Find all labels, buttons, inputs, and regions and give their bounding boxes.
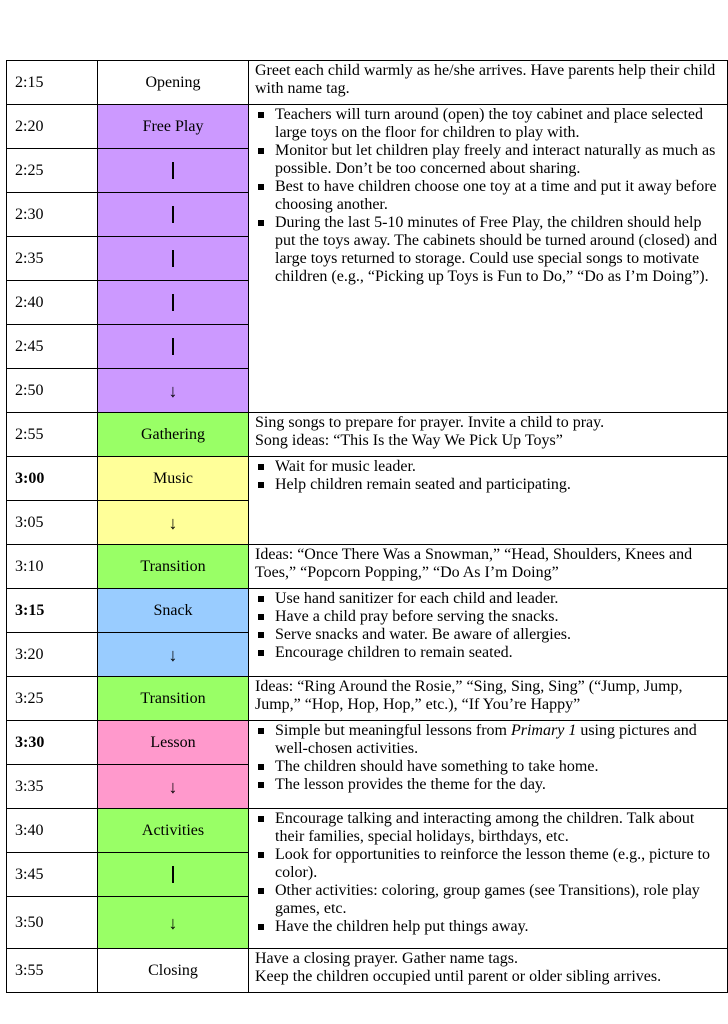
time-cell: 3:25 — [7, 677, 98, 721]
activity-cell: Transition — [98, 545, 249, 589]
activity-cell: Closing — [98, 949, 249, 993]
list-item: Serve snacks and water. Be aware of allergies. — [255, 626, 723, 644]
bullet-list — [255, 458, 723, 494]
activity-cell: Opening — [98, 61, 249, 105]
time-cell: 2:55 — [7, 413, 98, 457]
activity-cell: ↓ — [98, 765, 249, 809]
list-item: The children should have something to take home. — [255, 758, 723, 776]
list-item: During the last 5-10 minutes of Free Play, the children should help put the toys away. The cabinets should be turned around (closed) and large toys returned to storage. Could use special songs to motivate children (e.g., “Picking up Toys is Fun to Do,” “Do as I’m Doing”). — [255, 214, 723, 286]
time-cell: 2:25 — [7, 149, 98, 193]
description-line: Greet each child warmly as he/she arrives. Have parents help their child with name tag. — [255, 62, 716, 97]
time-cell: 3:05 — [7, 501, 98, 545]
list-item: Monitor but let children play freely and interact naturally as much as possible. Don’t be too concerned about sharing. — [255, 142, 723, 178]
bullet-list — [255, 590, 723, 662]
time-cell: 2:50 — [7, 369, 98, 413]
activity-cell: Transition — [98, 677, 249, 721]
table-row — [7, 105, 728, 149]
continuation-bar — [172, 206, 174, 223]
bullet-list — [255, 810, 723, 936]
description-cell — [249, 457, 728, 545]
description-cell — [249, 721, 728, 809]
activity-cell: Music — [98, 457, 249, 501]
time-cell: 2:15 — [7, 61, 98, 105]
time-cell: 2:45 — [7, 325, 98, 369]
description-line: Ideas: “Once There Was a Snowman,” “Head, Shoulders, Knees and Toes,” “Popcorn Popping,” “Do As I’m Doing” — [255, 546, 693, 581]
description-line: Ideas: “Ring Around the Rosie,” “Sing, Sing, Sing” (“Jump, Jump, Jump,” “Hop, Hop, Hop,” etc.), “If You’re Happy” — [255, 678, 683, 713]
list-item — [255, 722, 723, 758]
list-item: Best to have children choose one toy at a time and put it away before choosing another. — [255, 178, 723, 214]
description-cell — [249, 61, 728, 105]
continuation-bar — [172, 294, 174, 311]
time-cell: 2:40 — [7, 281, 98, 325]
time-cell: 3:40 — [7, 809, 98, 853]
activity-cell: Free Play — [98, 105, 249, 149]
table-row — [7, 677, 728, 721]
list-item: Other activities: coloring, group games (see Transitions), role play games, etc. — [255, 882, 723, 918]
time-cell: 3:10 — [7, 545, 98, 589]
bullet-list — [255, 722, 723, 794]
list-item: Wait for music leader. — [255, 458, 723, 476]
time-cell: 3:45 — [7, 853, 98, 897]
continuation-bar — [172, 250, 174, 267]
table-row — [7, 721, 728, 765]
continuation-bar — [172, 866, 174, 883]
bullet-list — [255, 106, 723, 286]
time-cell: 3:00 — [7, 457, 98, 501]
activity-cell: Lesson — [98, 721, 249, 765]
table-row — [7, 545, 728, 589]
table-row — [7, 457, 728, 501]
activity-cell: Activities — [98, 809, 249, 853]
schedule-table — [6, 60, 728, 993]
time-cell: 3:50 — [7, 897, 98, 949]
activity-cell: Gathering — [98, 413, 249, 457]
list-item: Encourage children to remain seated. — [255, 644, 723, 662]
activity-cell: ↓ — [98, 633, 249, 677]
time-cell: 3:35 — [7, 765, 98, 809]
table-row — [7, 949, 728, 993]
lesson-text: using pictures and well-chosen activities. — [275, 722, 697, 757]
description-cell — [249, 949, 728, 993]
activity-cell: Snack — [98, 589, 249, 633]
activity-cell: ↓ — [98, 369, 249, 413]
list-item: Use hand sanitizer for each child and leader. — [255, 590, 723, 608]
time-cell: 2:35 — [7, 237, 98, 281]
time-cell: 2:20 — [7, 105, 98, 149]
list-item: Have a child pray before serving the snacks. — [255, 608, 723, 626]
time-cell: 2:30 — [7, 193, 98, 237]
description-cell — [249, 545, 728, 589]
activity-cell — [98, 853, 249, 897]
table-row — [7, 413, 728, 457]
list-item: Have the children help put things away. — [255, 918, 723, 936]
description-line: Song ideas: “This Is the Way We Pick Up Toys” — [255, 432, 563, 449]
continuation-bar — [172, 338, 174, 355]
list-item: Encourage talking and interacting among the children. Talk about their families, special holidays, birthdays, etc. — [255, 810, 723, 846]
list-item: Teachers will turn around (open) the toy cabinet and place selected large toys on the floor for children to play with. — [255, 106, 723, 142]
description-cell — [249, 677, 728, 721]
table-row — [7, 589, 728, 633]
table-row — [7, 61, 728, 105]
list-item: Look for opportunities to reinforce the lesson theme (e.g., picture to color). — [255, 846, 723, 882]
time-cell: 3:55 — [7, 949, 98, 993]
time-cell: 3:15 — [7, 589, 98, 633]
table-row — [7, 809, 728, 853]
description-cell — [249, 589, 728, 677]
time-cell: 3:30 — [7, 721, 98, 765]
description-cell — [249, 809, 728, 949]
continuation-bar — [172, 162, 174, 179]
list-item: The lesson provides the theme for the day. — [255, 776, 723, 794]
activity-cell — [98, 237, 249, 281]
description-line: Keep the children occupied until parent or older sibling arrives. — [255, 968, 662, 985]
description-cell — [249, 413, 728, 457]
activity-cell — [98, 325, 249, 369]
activity-cell — [98, 149, 249, 193]
activity-cell: ↓ — [98, 501, 249, 545]
activity-cell — [98, 193, 249, 237]
description-line: Sing songs to prepare for prayer. Invite a child to pray. — [255, 414, 605, 431]
list-item: Help children remain seated and participating. — [255, 476, 723, 494]
activity-cell: ↓ — [98, 897, 249, 949]
description-line: Have a closing prayer. Gather name tags. — [255, 950, 519, 967]
description-cell — [249, 105, 728, 413]
time-cell: 3:20 — [7, 633, 98, 677]
manual-title: Primary 1 — [510, 722, 577, 739]
activity-cell — [98, 281, 249, 325]
lesson-text: Simple but meaningful lessons from — [275, 722, 511, 739]
